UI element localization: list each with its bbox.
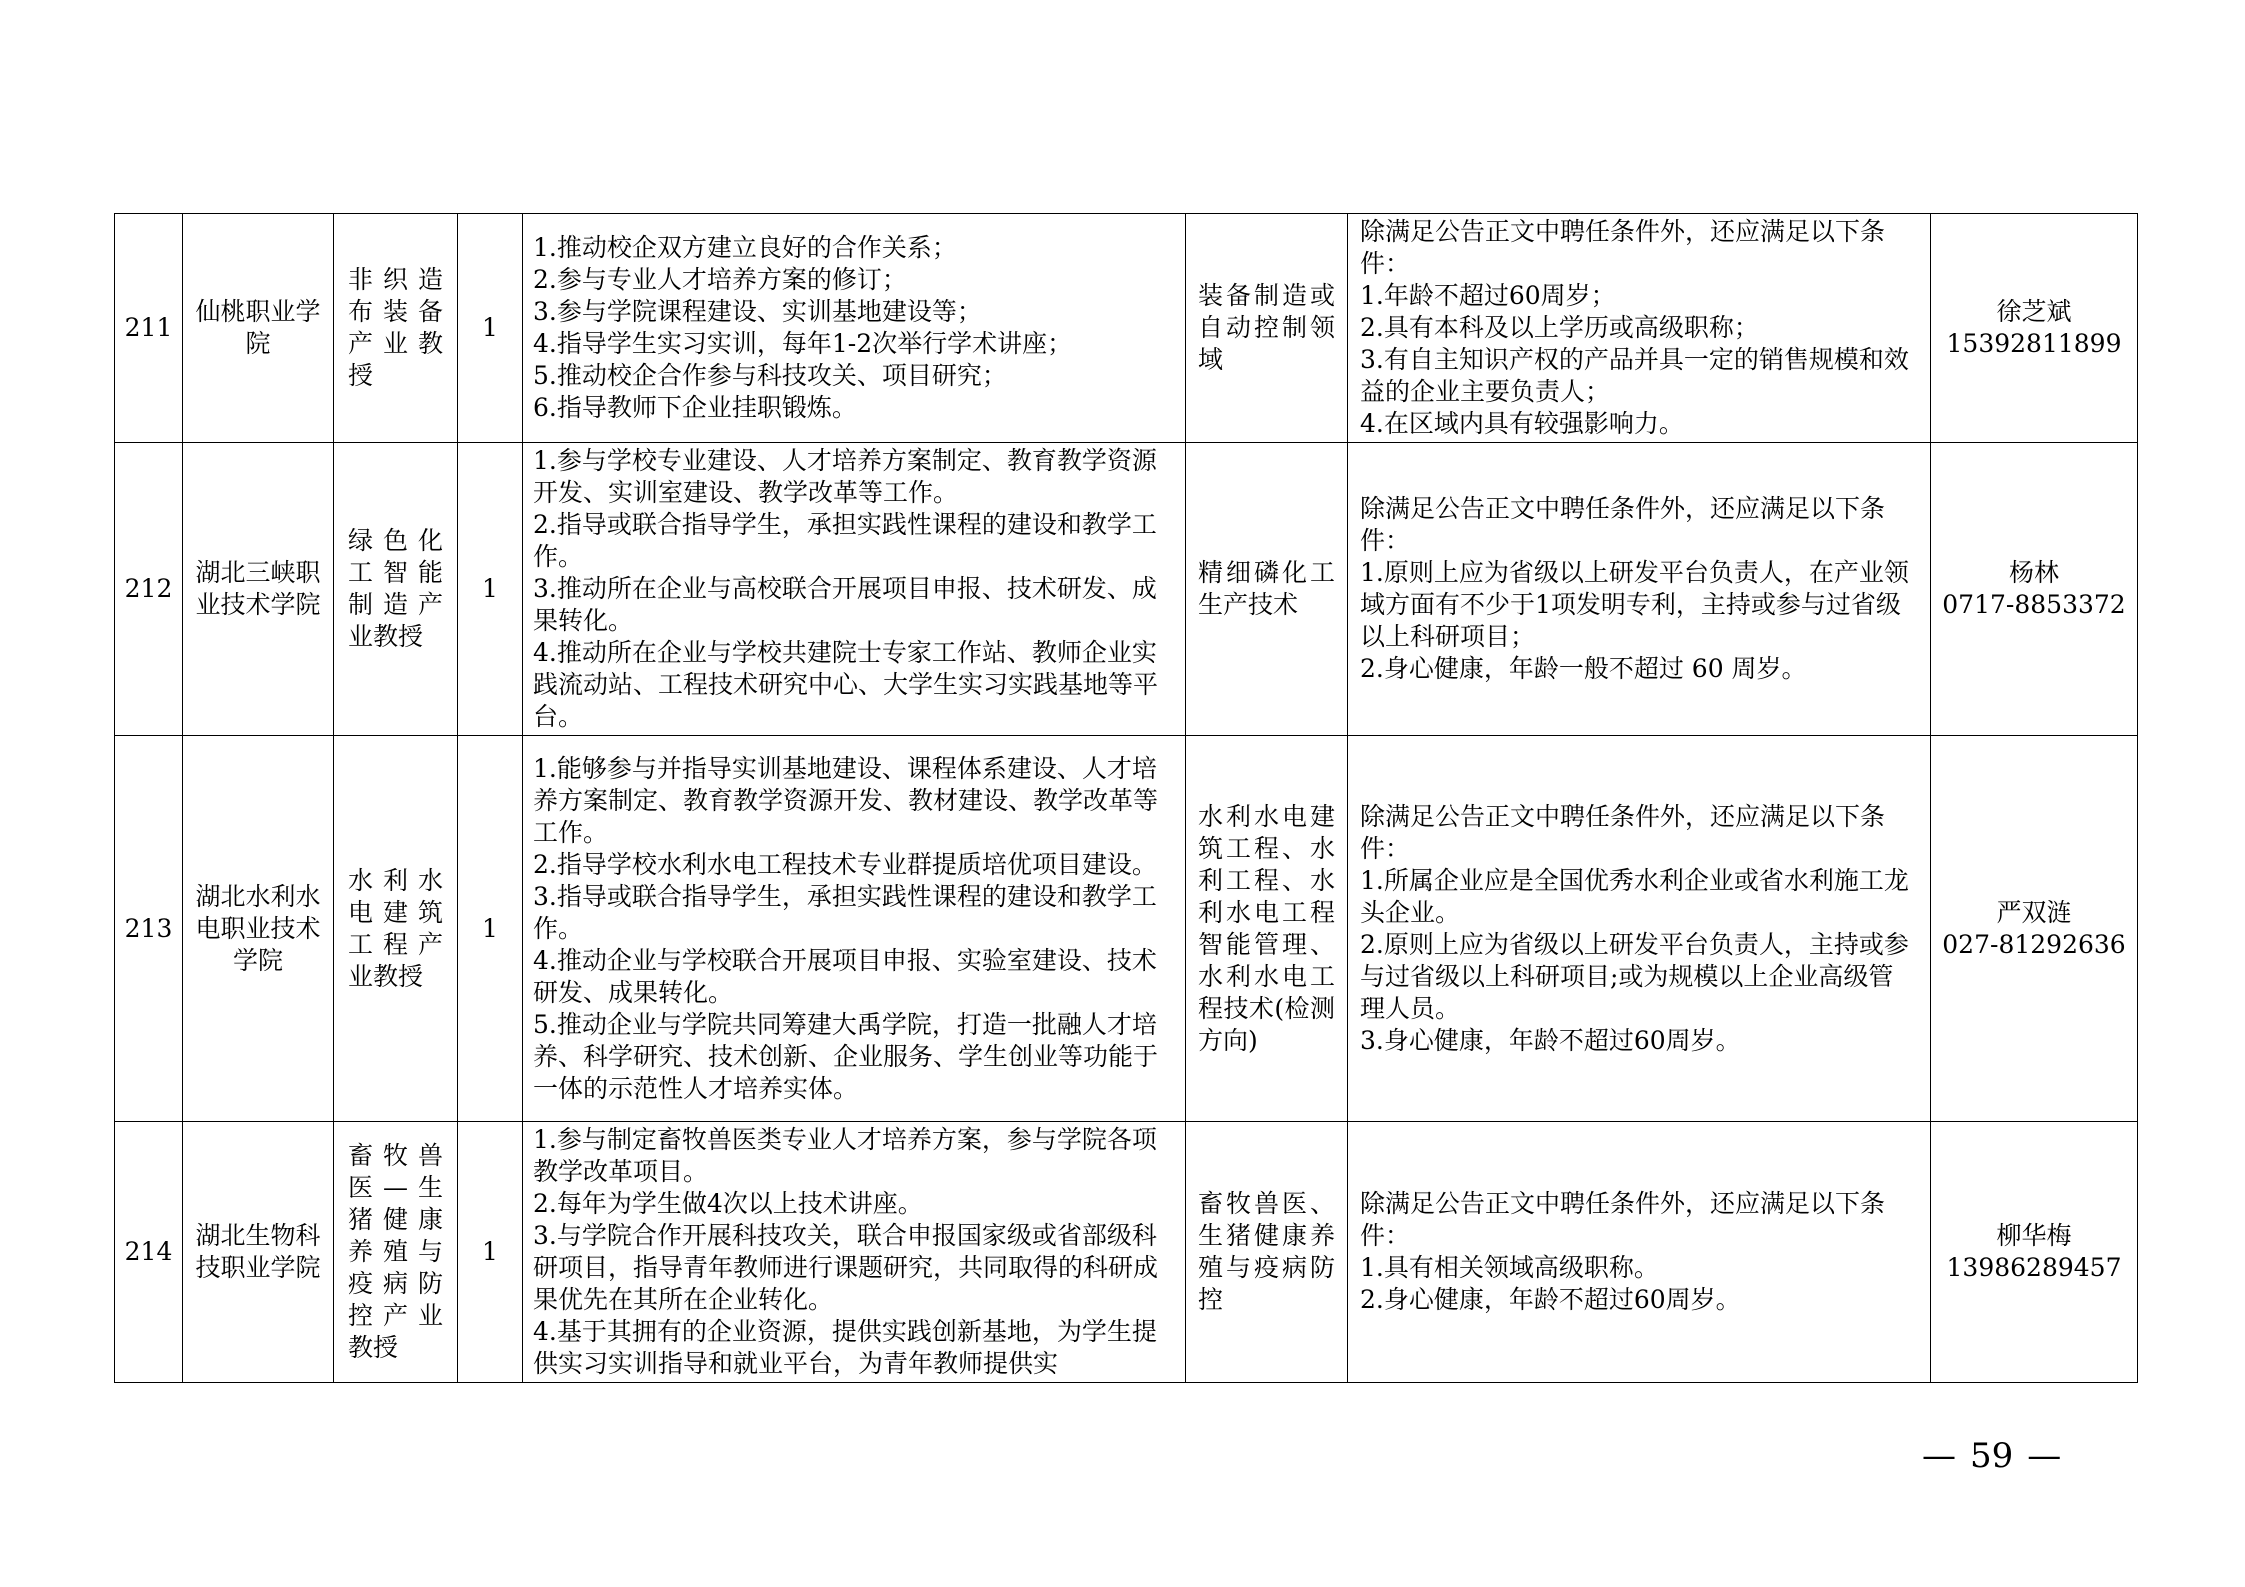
duty-item: 2.指导或联合指导学生，承担实践性课程的建设和教学工作。: [533, 510, 1157, 571]
requirement-item: 1.所属企业应是全国优秀水利企业或省水利施工龙头企业。: [1360, 865, 1909, 927]
field-cell: 装备制造或自动控制领域: [1186, 214, 1348, 443]
position-title: 水利水电建筑工程产业教授: [334, 736, 458, 1122]
position-title: 非织造布装备产业教授: [334, 214, 458, 443]
page-number-value: 59: [1970, 1436, 2014, 1476]
table-row: [115, 1122, 2138, 1383]
duty-item: 2.指导学校水利水电工程技术专业群提质培优项目建设。: [533, 849, 1157, 879]
row-number: 213: [115, 736, 183, 1122]
requirement-item: 1.年龄不超过60周岁；: [1360, 281, 1616, 310]
requirement-item: 除满足公告正文中聘任条件外，还应满足以下条件：: [1360, 801, 1886, 863]
duty-item: 4.推动企业与学校联合开展项目申报、实验室建设、技术研发、成果转化。: [533, 945, 1157, 1007]
duty-item: 6.指导教师下企业挂职锻炼。: [533, 393, 857, 422]
requirement-item: 1.具有相关领域高级职称。: [1360, 1253, 1659, 1282]
contact-phone: 13986289457: [1946, 1253, 2122, 1282]
field-cell: 精细磷化工生产技术: [1186, 443, 1348, 736]
duty-item: 3.指导或联合指导学生，承担实践性课程的建设和教学工作。: [533, 881, 1157, 943]
duty-item: 1.推动校企双方建立良好的合作关系；: [533, 233, 957, 262]
requirement-item: 4.在区域内具有较强影响力。: [1360, 409, 1684, 438]
requirement-item: 除满足公告正文中聘任条件外，还应满足以下条件：: [1360, 494, 1886, 555]
duty-item: 1.参与制定畜牧兽医类专业人才培养方案，参与学院各项教学改革项目。: [533, 1125, 1157, 1186]
duty-item: 2.参与专业人才培养方案的修订；: [533, 265, 907, 294]
field-cell: 畜牧兽医、生猪健康养殖与疫病防控: [1186, 1122, 1348, 1383]
requirement-item: 2.身心健康，年龄不超过60周岁。: [1360, 1285, 1741, 1314]
contact-name: 杨林: [2008, 558, 2059, 587]
page-number-dash-left: —: [1922, 1436, 1956, 1476]
field-cell: 水利水电建筑工程、水利工程、水利水电工程智能管理、水利水电工程技术(检测方向): [1186, 736, 1348, 1122]
contact-name: 柳华梅: [1996, 1221, 2072, 1250]
contact-name: 严双涟: [1996, 897, 2072, 927]
contact-cell: [1931, 443, 2138, 736]
duties-cell: [523, 443, 1186, 736]
school-name: 湖北生物科技职业学院: [183, 1122, 334, 1383]
duty-item: 4.指导学生实习实训，每年1-2次举行学术讲座；: [533, 329, 1073, 358]
duty-item: 1.参与学校专业建设、人才培养方案制定、教育教学资源开发、实训室建设、教学改革等工作。: [533, 446, 1157, 507]
position-count: 1: [458, 1122, 523, 1383]
duty-item: 5.推动校企合作参与科技攻关、项目研究；: [533, 361, 1007, 390]
duty-item: 1.能够参与并指导实训基地建设、课程体系建设、人才培养方案制定、教育教学资源开发、教材建设、教学改革等工作。: [533, 753, 1159, 847]
duty-item: 5.推动企业与学院共同筹建大禹学院，打造一批融人才培养、科学研究、技术创新、企业服务、学生创业等功能于一体的示范性人才培养实体。: [533, 1009, 1159, 1103]
page-number-dash-right: —: [2027, 1436, 2062, 1476]
requirement-item: 除满足公告正文中聘任条件外，还应满足以下条件：: [1360, 1189, 1886, 1250]
contact-phone: 0717-8853372: [1942, 590, 2126, 619]
requirements-cell: [1348, 443, 1931, 736]
contact-cell: [1931, 736, 2138, 1122]
page-number: [1908, 1436, 2075, 1476]
requirements-cell: [1348, 214, 1931, 443]
requirement-item: 2.原则上应为省级以上研发平台负责人，主持或参与过省级以上科研项目;或为规模以上企业高级管理人员。: [1360, 929, 1909, 1023]
contact-cell: [1931, 1122, 2138, 1383]
requirement-item: 3.身心健康，年龄不超过60周岁。: [1360, 1025, 1741, 1055]
contact-cell: [1931, 214, 2138, 443]
table-row: [115, 736, 2138, 1122]
duty-item: 3.推动所在企业与高校联合开展项目申报、技术研发、成果转化。: [533, 574, 1157, 635]
duty-item: 4.推动所在企业与学校共建院士专家工作站、教师企业实践流动站、工程技术研究中心、大学生实习实践基地等平台。: [533, 638, 1159, 731]
position-count: 1: [458, 214, 523, 443]
duties-cell: [523, 214, 1186, 443]
requirements-cell: [1348, 736, 1931, 1122]
position-count: 1: [458, 736, 523, 1122]
school-name: 湖北水利水电职业技术学院: [183, 736, 334, 1122]
position-title: 畜牧兽医—生猪健康养殖与疫病防控产业教授: [334, 1122, 458, 1383]
school-name: 仙桃职业学院: [183, 214, 334, 443]
row-number: 212: [115, 443, 183, 736]
requirement-item: 1.原则上应为省级以上研发平台负责人，在产业领域方面有不少于1项发明专利，主持或参与过省级以上科研项目；: [1360, 558, 1909, 651]
requirement-item: 除满足公告正文中聘任条件外，还应满足以下条件：: [1360, 217, 1886, 278]
requirement-item: 2.具有本科及以上学历或高级职称；: [1360, 313, 1759, 342]
position-title: 绿色化工智能制造产业教授: [334, 443, 458, 736]
requirement-item: 2.身心健康，年龄一般不超过 60 周岁。: [1360, 654, 1807, 683]
row-number: 211: [115, 214, 183, 443]
position-count: 1: [458, 443, 523, 736]
duty-item: 2.每年为学生做4次以上技术讲座。: [533, 1189, 923, 1218]
recruitment-table: [114, 213, 2138, 1383]
duty-item: 3.与学院合作开展科技攻关，联合申报国家级或省部级科研项目，指导青年教师进行课题研究，共同取得的科研成果优先在其所在企业转化。: [533, 1221, 1159, 1314]
requirements-cell: [1348, 1122, 1931, 1383]
table-row: [115, 443, 2138, 736]
table-row: [115, 214, 2138, 443]
contact-phone: 15392811899: [1946, 329, 2122, 358]
duty-item: 4.基于其拥有的企业资源，提供实践创新基地，为学生提供实习实训指导和就业平台，为青年教师提供实: [533, 1317, 1157, 1378]
duties-cell: [523, 1122, 1186, 1383]
contact-name: 徐芝斌: [1996, 297, 2072, 326]
school-name: 湖北三峡职业技术学院: [183, 443, 334, 736]
duty-item: 3.参与学院课程建设、实训基地建设等；: [533, 297, 982, 326]
row-number: 214: [115, 1122, 183, 1383]
contact-phone: 027-81292636: [1942, 929, 2126, 959]
duties-cell: [523, 736, 1186, 1122]
requirement-item: 3.有自主知识产权的产品并具一定的销售规模和效益的企业主要负责人；: [1360, 345, 1909, 406]
